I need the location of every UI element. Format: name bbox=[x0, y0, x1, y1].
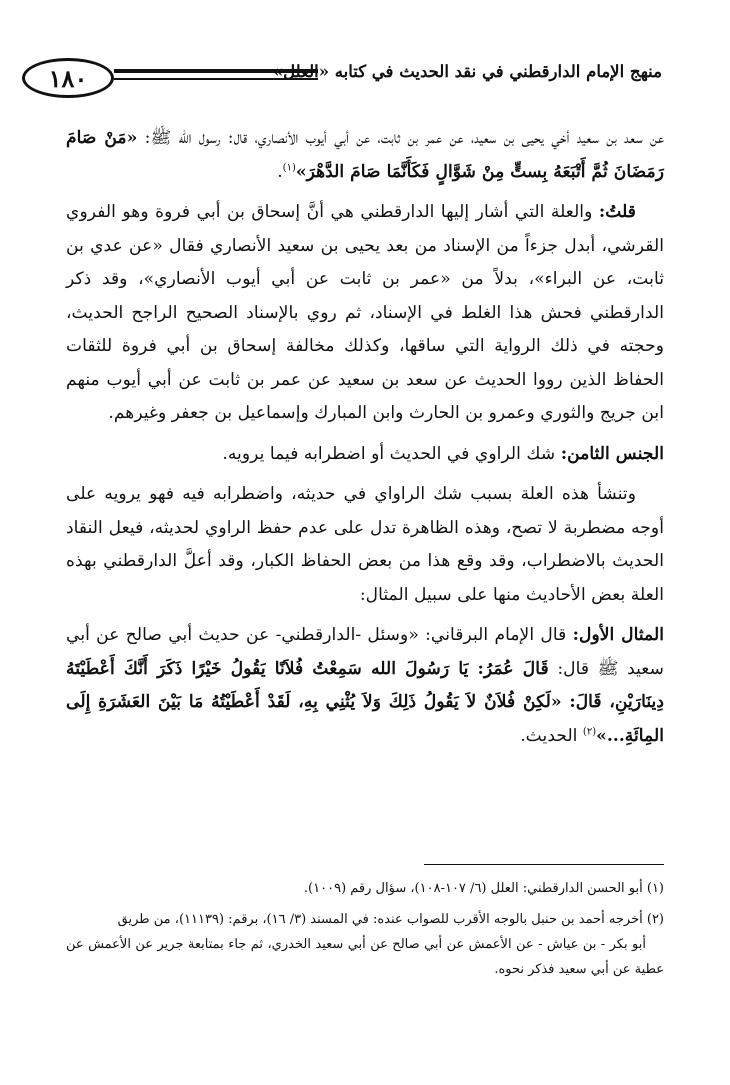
paragraph-4 bbox=[66, 478, 664, 612]
hadith-quote-2: قَالَ عُمَرُ: يَا رَسُولَ الله سَمِعْتُ فُلاَنًا يَقُولُ خَيْرًا ذَكَرَ أَنَّكَ أَعْطَيْتَهُ دِينَارَيْنِ، قَالَ: «لَكِنْ فُلاَنٌ لاَ يَقُولُ ذَلِكَ وَلاَ يُثْنِي بِهِ، لَقَدْ أَعْطَيْتُهُ مَا بَيْنَ العَشَرَةِ إِلَى المِائَةِ...» bbox=[66, 658, 664, 746]
paragraph-5 bbox=[66, 619, 664, 753]
paragraph-2 bbox=[66, 196, 664, 431]
paragraph-1-text: عن سعد بن سعيد أخي يحيى بن سعيد، عن عمر بن ثابت، عن أبي أيوب الأنصاري، قال: رسول الله ﷺ: bbox=[137, 128, 664, 148]
footnote-2-continuation: أبو بكر - بن عياش - عن الأعمش عن أبي صالح عن أبي سعيد الخدري، ثم جاء بمتابعة جرير عن الأعمش عن عطية عن أبي سعيد فذكر نحوه. bbox=[66, 937, 664, 977]
paragraph-1-end: . bbox=[277, 161, 283, 182]
example-keyword: المثال الأول: bbox=[572, 625, 664, 645]
paragraph-5-end: الحديث. bbox=[520, 725, 583, 746]
paragraph-5-text: قال الإمام البرقاني: «وسئل -الدارقطني- عن حديث أبي صالح عن أبي سعيد ﷺ قال: bbox=[66, 625, 664, 679]
footnote-1: (١) أبو الحسن الدارقطني: العلل (٦/ ١٠٧-١٠٨)، سؤال رقم (١٠٠٩). bbox=[303, 881, 664, 896]
footnote-2 bbox=[66, 907, 664, 982]
section-heading-8 bbox=[66, 438, 664, 472]
footnote-separator bbox=[424, 864, 664, 865]
paragraph-2-text: والعلة التي أشار إليها الدارقطني هي أنَّ إسحاق بن أبي فروة وهو الفروي القرشي، أبدل جزءاً من الإسناد من بعد يحيى بن سعيد الأنصاري فقال «عن عدي بن ثابت، عن البراء»، بدلاً من «عمر بن ثابت عن أبي أيوب الأنصاري»، وقد ذكر الدارقطني فحش هذا الغلط في الإسناد، ثم روي بالإسناد الصحيح الراجح الحديث، وحجته في ذلك الرواية التي ساقها، وكذلك مخالفة إسحاق بن أبي فروة للثقات الحفاظ الذين رووا الحديث عن سعد بن سعيد عن عمر بن ثابت عن أبي أيوب منهم ابن جريج والثوري وعمرو بن الحارث وابن المبارك وإسماعيل بن جعفر وغيرهم. bbox=[66, 202, 664, 423]
footnote-ref-1: (١) bbox=[282, 161, 296, 173]
section-heading-text: شك الراوي في الحديث أو اضطرابه فيما يرويه. bbox=[222, 443, 561, 464]
running-title: منهج الإمام الدارقطني في نقد الحديث في كتابه «العلل» bbox=[272, 62, 662, 81]
page-header bbox=[22, 58, 662, 110]
page-number: ١٨٠ bbox=[22, 58, 114, 98]
footnote-2-text: (٢) أخرجه أحمد بن حنبل بالوجه الأقرب للصواب عنده: في المسند (٣/ ١٦)، برقم: (١١١٣٩)، من طريق bbox=[117, 912, 664, 927]
paragraph-1 bbox=[66, 122, 664, 189]
main-text bbox=[66, 122, 664, 760]
footnote-ref-2: (٢) bbox=[582, 725, 597, 737]
hadith-quote-1: «مَنْ صَامَ رَمَضَانَ ثُمَّ أَتْبَعَهُ بِستٍّ مِنْ شَوَّالٍ فَكَأَنَّمَا صَامَ الدَّهْرَ» bbox=[66, 128, 664, 182]
footnotes bbox=[66, 876, 664, 988]
paragraph-4-text: وتنشأ هذه العلة بسبب شك الراواي في حديثه، واضطرابه فيه فهو يرويه على أوجه مضطربة لا تصح، وهذه الظاهرة تدل على عدم حفظ الراوي لحديثه، فيعل النقاد الحديث بالاضطراب، وقد وقع هذا من بعض الحفاظ الكبار، وقد أعلَّ الدارقطني بهذه العلة بعض الأحاديث منها على سبيل المثال: bbox=[66, 484, 664, 605]
section-heading-keyword: الجنس الثامن: bbox=[560, 443, 664, 464]
paragraph-2-keyword: قلتُ: bbox=[598, 202, 636, 222]
